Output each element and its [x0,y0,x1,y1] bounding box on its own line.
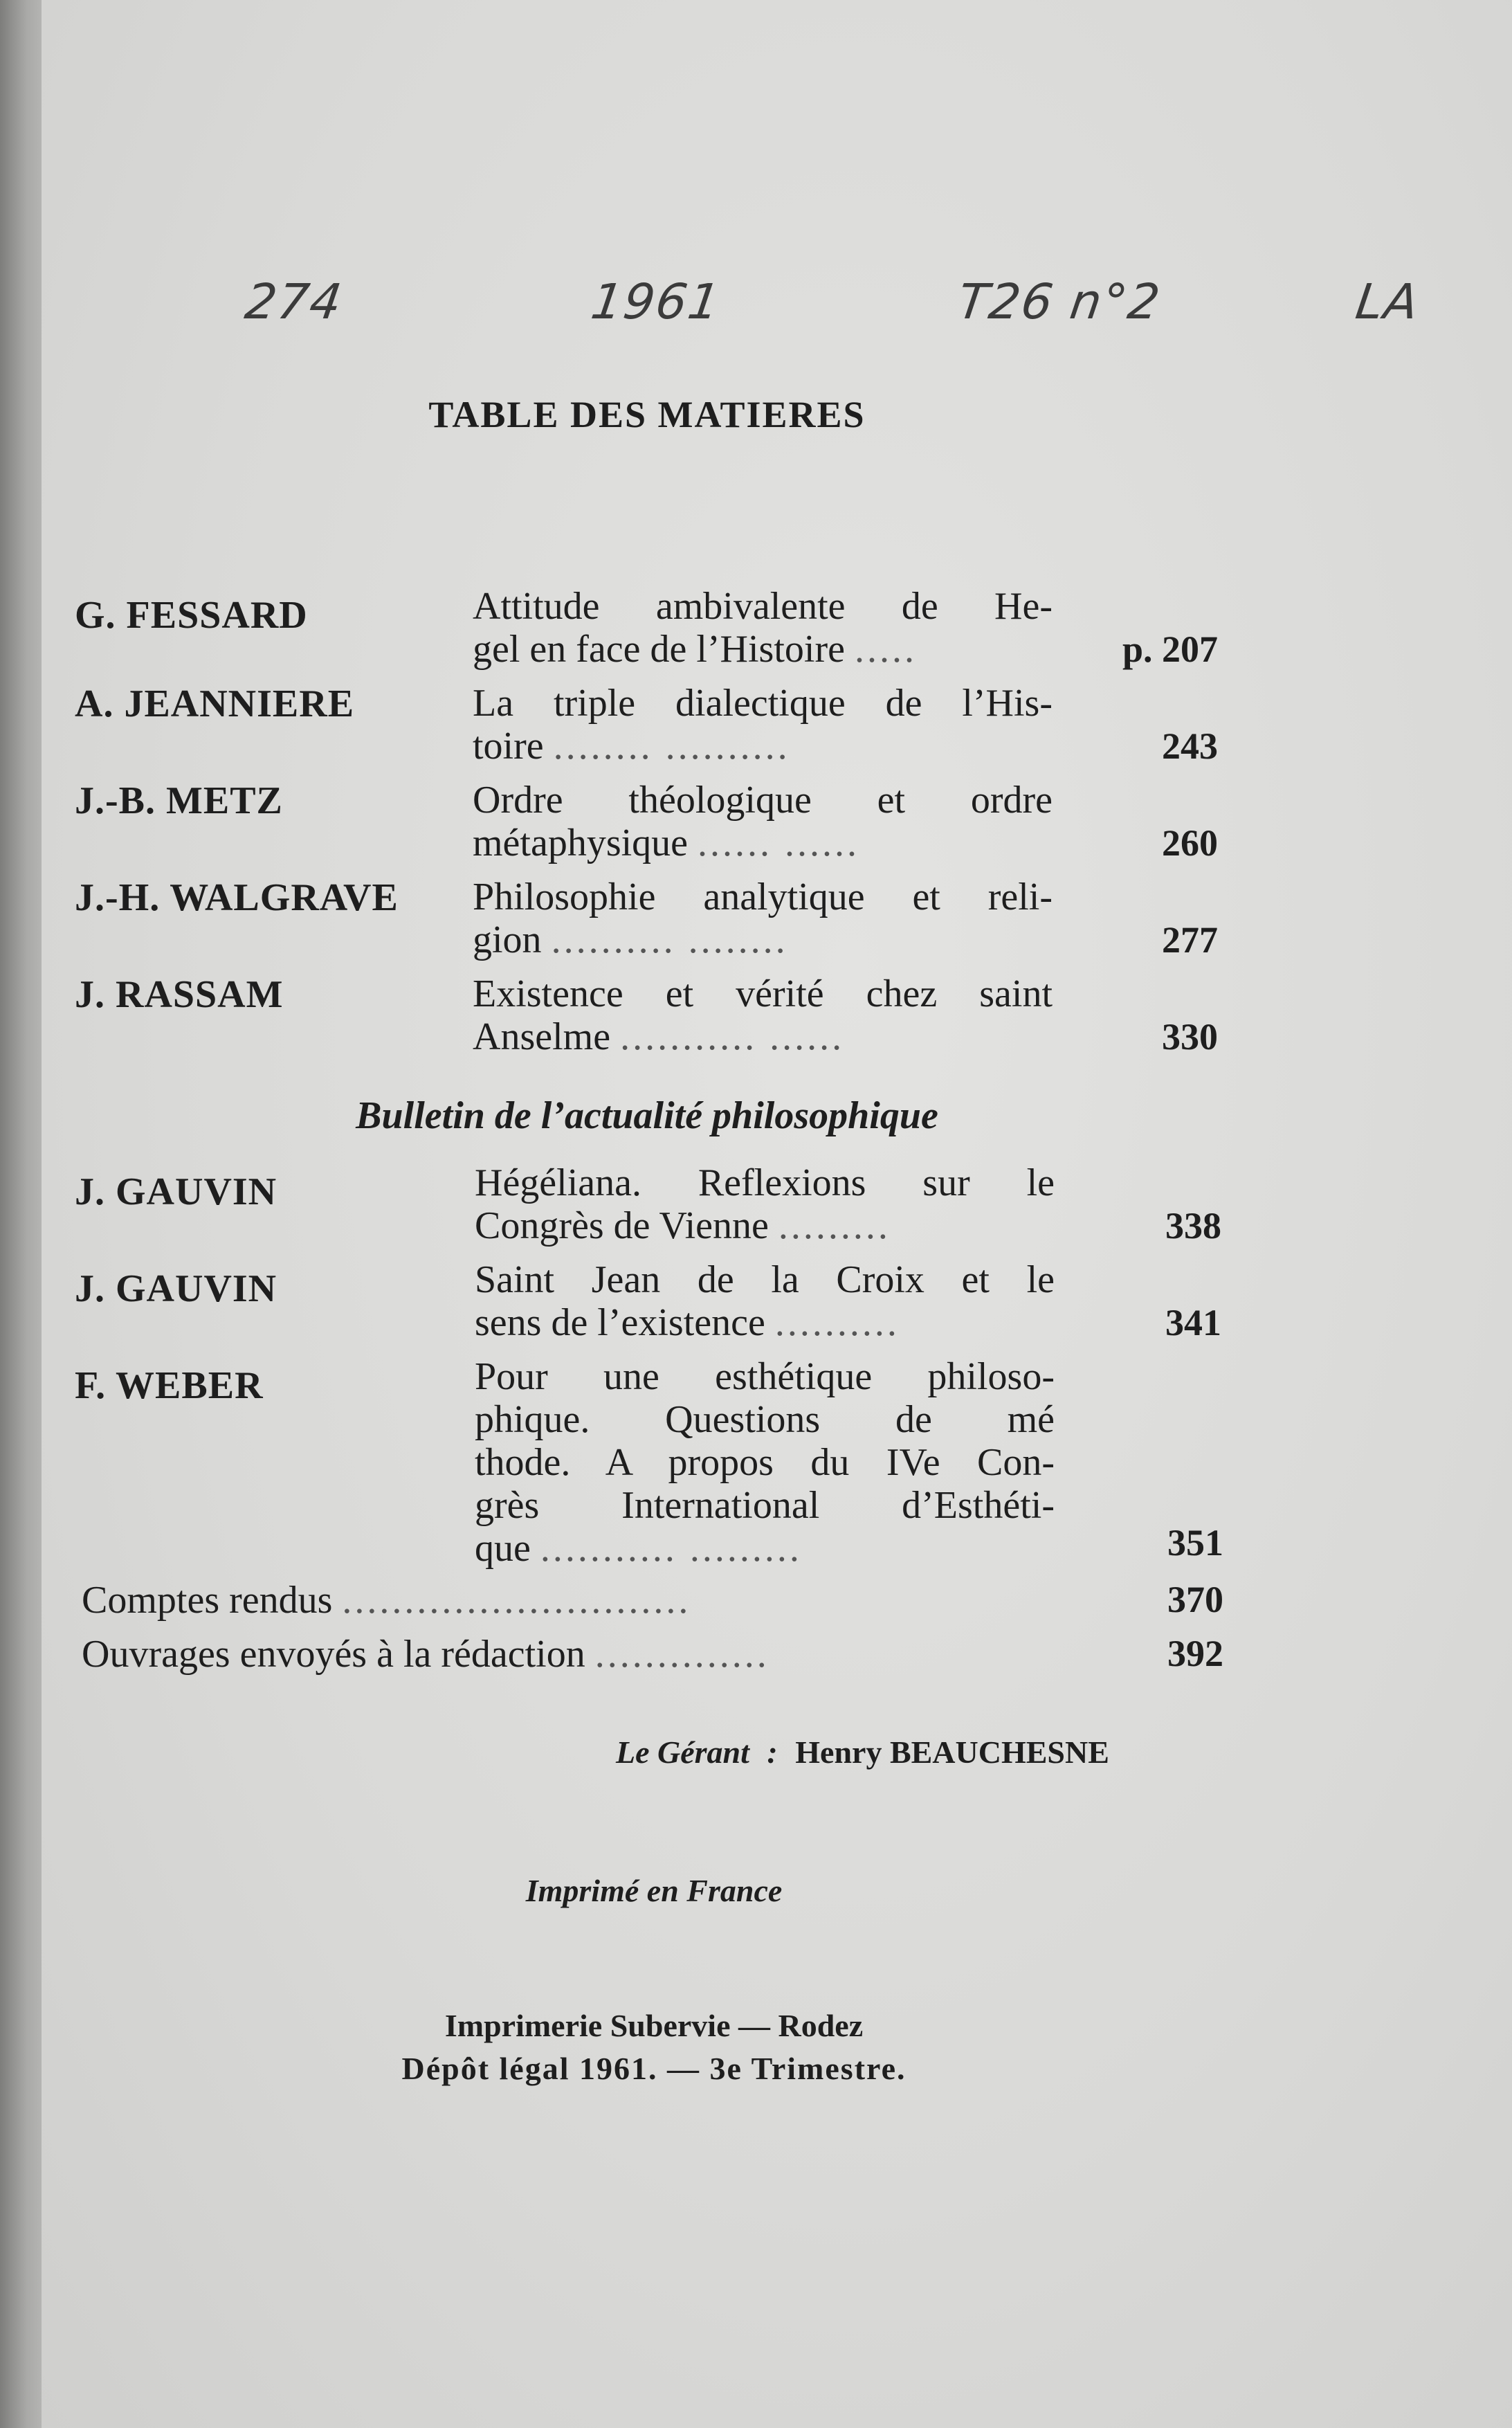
toc-work-title [475,1258,1055,1344]
toc-work-line: que [475,1527,531,1570]
toc-page-number: 338 [1165,1205,1221,1247]
gerant-line [616,1734,1239,1770]
toc-page-number: 341 [1165,1302,1221,1343]
toc-author: J. GAUVIN [75,1267,277,1310]
toc-work-line: Ordre théologique et ordre [473,779,1053,822]
toc-work-line: Congrès de Vienne [475,1204,769,1247]
leader-dots: ........... ......... [540,1527,802,1570]
handwritten-mark-3: T26 n°2 [954,273,1165,330]
toc-work-line: Philosophie analytique et reli- [473,876,1053,918]
leader-dots: .............. [594,1633,769,1676]
toc-author: F. WEBER [75,1364,264,1407]
gerant-separator: : [767,1734,778,1770]
handwritten-mark-2: 1961 [588,273,725,330]
page-title: TABLE DES MATIERES [428,394,866,435]
toc-work-line: sens de l’existence [475,1301,765,1344]
toc-work-line: métaphysique [473,822,689,864]
toc-entry-label [82,1632,769,1676]
toc-entry-label [82,1578,691,1622]
leader-dots: ............................ [342,1579,691,1622]
toc-work-line: Attitude ambivalente de He- [473,585,1053,628]
toc-work-line: Saint Jean de la Croix et le [475,1258,1055,1301]
toc-work-line: Pour une esthétique philoso- [475,1355,1055,1398]
leader-dots: ........ .......... [553,725,790,768]
toc-work-line: phique. Questions de mé [475,1398,1055,1441]
toc-work-title [475,1355,1055,1570]
gerant-label: Le Gérant [616,1734,749,1770]
toc-work-line: thode. A propos du IVe Con- [475,1441,1055,1484]
toc-page-number: 277 [1162,919,1218,961]
section-heading: Bulletin de l’actualité philosophique [356,1094,938,1137]
handwritten-mark-1: 274 [242,273,347,330]
leader-dots: ........... ...... [620,1015,845,1058]
toc-author: G. FESSARD [75,594,308,637]
toc-work-line: toire [473,725,544,768]
leader-dots: .......... ........ [551,918,788,961]
toc-author: J.-B. METZ [75,779,283,822]
toc-work-title [473,585,1053,671]
printed-in-france: Imprimé en France [525,1873,783,1908]
toc-work-title [473,972,1053,1058]
leader-dots: ..... [854,628,917,671]
gerant-name: Henry BEAUCHESNE [795,1734,1109,1770]
toc-work-line: gion [473,918,542,961]
toc-work-title [473,779,1053,864]
toc-work-line: Existence et vérité chez saint [473,972,1053,1015]
toc-work-line: Anselme [473,1015,611,1058]
leader-dots: .......... [774,1301,900,1344]
depot-legal-line: Dépôt légal 1961. — 3e Trimestre. [401,2051,907,2086]
leader-dots: ...... ...... [698,822,860,864]
toc-work-line: gel en face de l’Histoire [473,628,845,671]
toc-work-line: La triple dialectique de l’His- [473,682,1053,725]
toc-page-number: 330 [1162,1016,1218,1058]
toc-work-title [475,1161,1055,1247]
entry-label: Ouvrages envoyés à la rédaction [82,1633,585,1676]
toc-page-number: 392 [1167,1633,1223,1674]
toc-author: A. JEANNIERE [75,682,355,725]
toc-work-line: Hégéliana. Reflexions sur le [475,1161,1055,1204]
toc-work-line: grès International d’Esthéti- [475,1484,1055,1527]
toc-page-number: 370 [1167,1579,1223,1620]
toc-author: J. GAUVIN [75,1170,277,1213]
entry-label: Comptes rendus [82,1579,333,1622]
toc-work-title [473,682,1053,768]
leader-dots: ......... [778,1204,891,1247]
toc-author: J.-H. WALGRAVE [75,876,399,919]
toc-page-number: 243 [1162,725,1218,767]
printer-line: Imprimerie Subervie — Rodez [444,2008,864,2043]
toc-work-title [473,876,1053,961]
toc-page-number: 351 [1167,1522,1223,1564]
toc-author: J. RASSAM [75,973,284,1016]
toc-page-number: p. 207 [1122,628,1218,670]
handwritten-mark-4: LA [1352,273,1423,330]
toc-page-number: 260 [1162,822,1218,864]
